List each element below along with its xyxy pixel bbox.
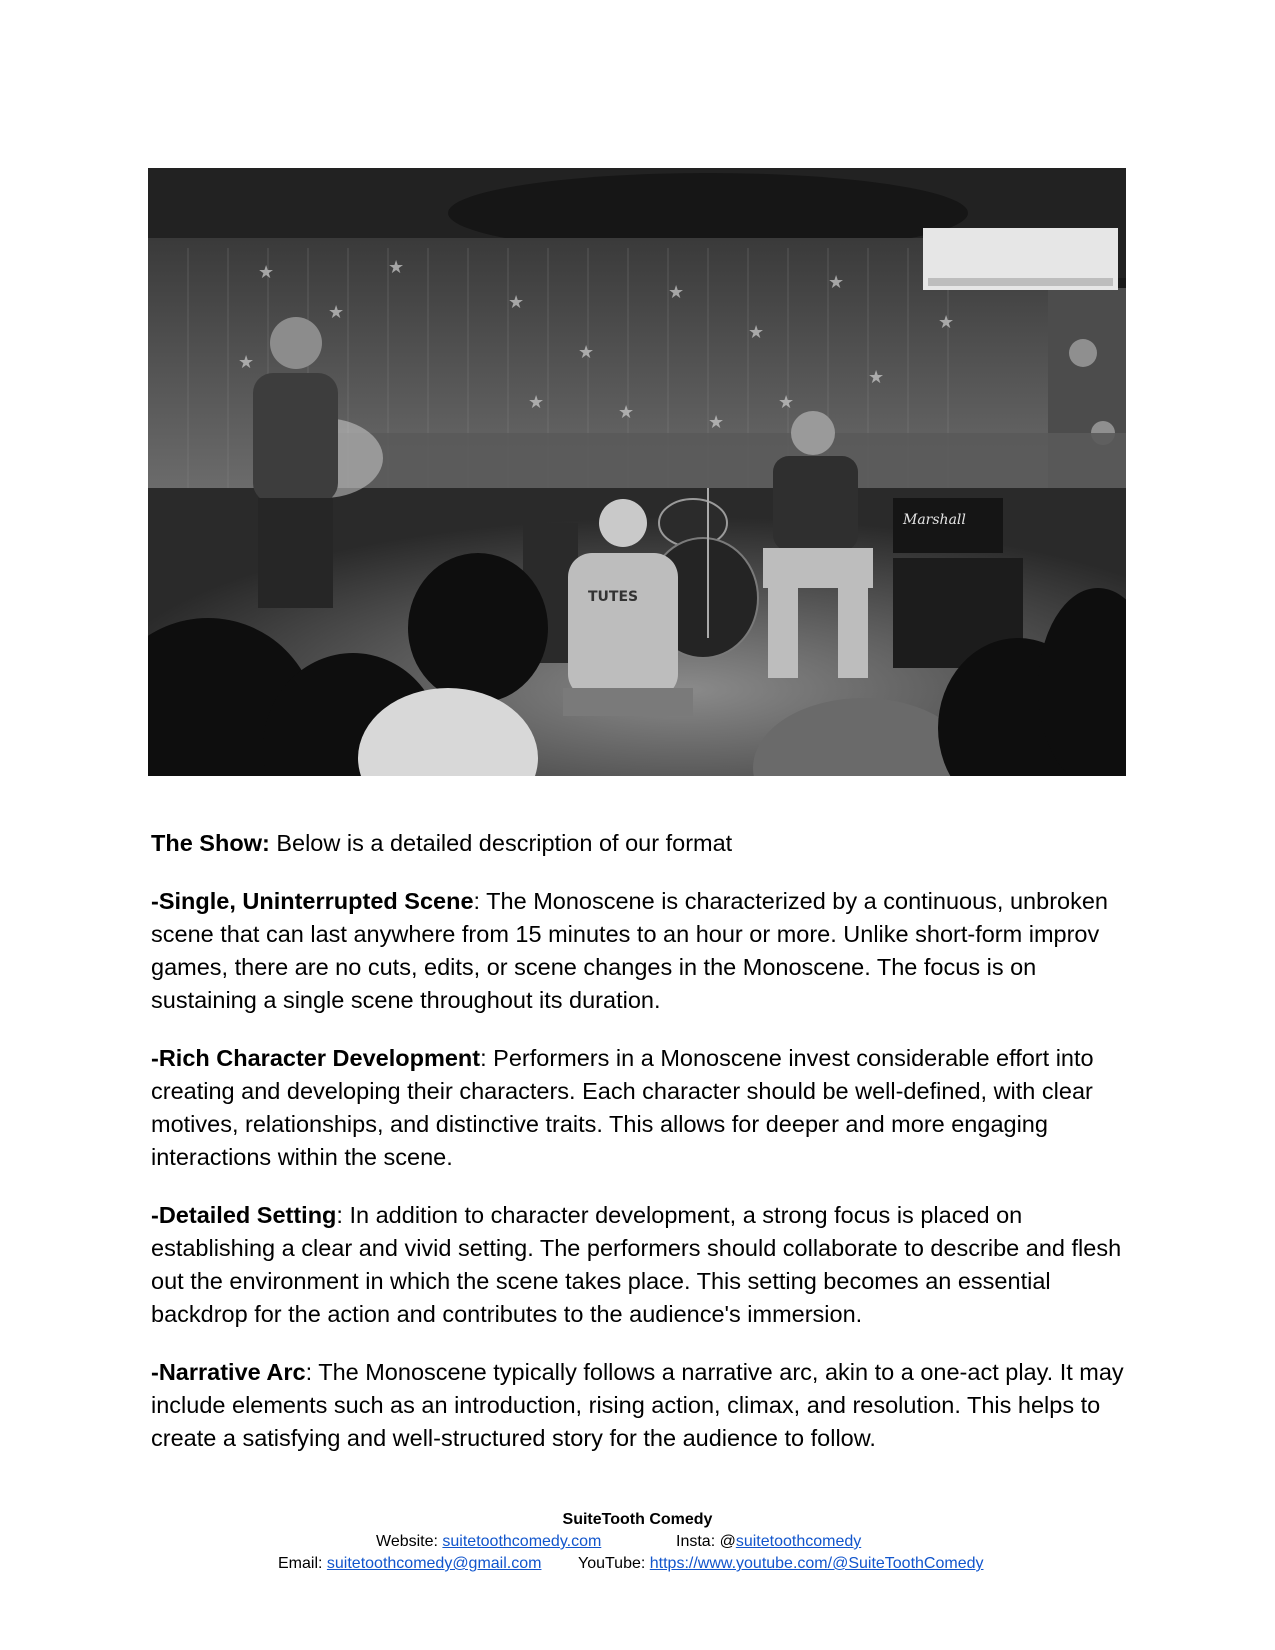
svg-text:★: ★ — [508, 292, 525, 313]
item-label: -Single, Uninterrupted Scene — [151, 888, 474, 914]
item-character-development — [151, 1042, 1131, 1174]
item-single-scene — [151, 885, 1131, 1017]
footer-brand: SuiteTooth Comedy — [562, 1511, 713, 1528]
website-label: Website: — [376, 1533, 443, 1550]
svg-text:★: ★ — [668, 282, 685, 303]
item-text: : Performers in a Monoscene invest considerable effort into creating and developing their characters. Each character should be well-defined, with clear motives, relationships, and distinctive traits. This allows for deeper and more engaging interactions within the scene. — [151, 1045, 1094, 1170]
shirt-text: TUTES — [588, 589, 639, 605]
svg-text:★: ★ — [828, 272, 845, 293]
website-entry — [376, 1531, 601, 1553]
item-label: -Rich Character Development — [151, 1045, 481, 1071]
insta-entry — [676, 1531, 861, 1553]
insta-label: Insta: @ — [676, 1533, 736, 1550]
youtube-entry — [578, 1553, 984, 1575]
svg-text:★: ★ — [708, 412, 725, 433]
svg-text:★: ★ — [258, 262, 275, 283]
email-link[interactable]: suitetoothcomedy@gmail.com — [326, 1555, 542, 1572]
footer-row-web — [0, 1531, 1275, 1553]
svg-text:★: ★ — [528, 392, 545, 413]
svg-text:★: ★ — [618, 402, 635, 423]
format-description — [151, 827, 1131, 1480]
email-entry — [278, 1553, 541, 1575]
youtube-label: YouTube: — [578, 1555, 650, 1572]
svg-text:★: ★ — [328, 302, 345, 323]
intro-label: The Show: — [151, 830, 270, 856]
item-detailed-setting — [151, 1199, 1131, 1331]
intro-text: Below is a detailed description of our format — [269, 830, 733, 856]
svg-text:★: ★ — [938, 312, 955, 333]
svg-text:★: ★ — [778, 392, 795, 413]
insta-link[interactable]: suitetoothcomedy — [735, 1533, 862, 1550]
contact-footer — [0, 1509, 1275, 1575]
svg-text:★: ★ — [748, 322, 765, 343]
stage-scene-image — [148, 168, 1126, 776]
svg-text:★: ★ — [238, 352, 255, 373]
item-text: : The Monoscene is characterized by a continuous, unbroken scene that can last anywhere from 15 minutes to an hour or more. Unlike short-form improv games, there are no cuts, edits, or scene changes in the Monoscene. The focus is on sustaining a single scene throughout its duration. — [151, 888, 1108, 1013]
svg-text:★: ★ — [868, 367, 885, 388]
website-link[interactable]: suitetoothcomedy.com — [442, 1533, 602, 1550]
item-text: : The Monoscene typically follows a narrative arc, akin to a one-act play. It may include elements such as an introduction, rising action, climax, and resolution. This helps to create a satisfying and well-structured story for the audience to follow. — [151, 1359, 1124, 1451]
item-text: : In addition to character development, a strong focus is placed on establishing a clear and vivid setting. The performers should collaborate to describe and flesh out the environment in which the scene takes place. This setting becomes an essential backdrop for the action and contributes to the audience's immersion. — [151, 1202, 1122, 1327]
item-label: -Narrative Arc — [151, 1359, 306, 1385]
amp-logo-text: Marshall — [903, 512, 966, 528]
svg-text:★: ★ — [578, 342, 595, 363]
footer-row-contact — [0, 1553, 1275, 1575]
email-label: Email: — [278, 1555, 327, 1572]
item-label: -Detailed Setting — [151, 1202, 337, 1228]
intro-paragraph — [151, 827, 1131, 860]
performance-photo — [148, 168, 1126, 776]
item-narrative-arc — [151, 1356, 1131, 1455]
youtube-link[interactable]: https://www.youtube.com/@SuiteToothComedy — [649, 1555, 984, 1572]
svg-text:★: ★ — [388, 257, 405, 278]
